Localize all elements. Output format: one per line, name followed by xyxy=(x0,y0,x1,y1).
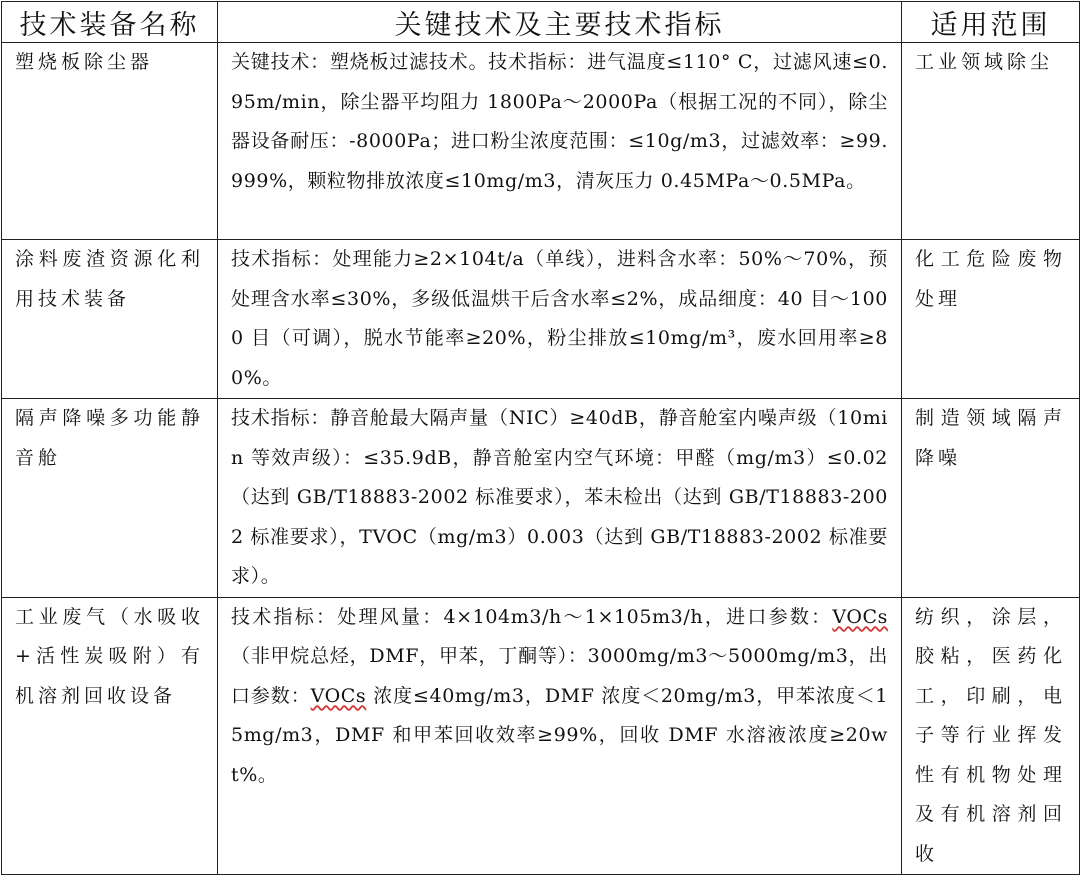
header-application-scope: 适用范围 xyxy=(902,2,1080,43)
cell-equipment-name: 工业废气（水吸收+活性炭吸附）有机溶剂回收设备 xyxy=(2,597,218,875)
table-row xyxy=(2,597,1080,875)
spellcheck-underlined-term: VOCs xyxy=(832,605,888,628)
cell-application-scope: 制造领域隔声降噪 xyxy=(902,399,1080,598)
header-key-technology: 关键技术及主要技术指标 xyxy=(218,2,902,43)
text-segment: 浓度≤40mg/m3，DMF 浓度＜20mg/m3，甲苯浓度＜15mg/m3，DMF 和甲苯回收效率≥99%，回收 DMF 水溶液浓度≥20wt%。 xyxy=(231,684,889,786)
header-equipment-name: 技术装备名称 xyxy=(2,2,218,43)
cell-equipment-name: 隔声降噪多功能静音舱 xyxy=(2,399,218,598)
cell-key-technology: 技术指标：静音舱最大隔声量（NIC）≥40dB，静音舱室内噪声级（10min 等效声级）：≤35.9dB，静音舱室内空气环境：甲醛（mg/m3）≤0.02（达到 GB/T18883-2002 标准要求），苯未检出（达到 GB/T18883-2002 标准要求），TVOC（mg/m3）0.003（达到 GB/T18883-2002 标准要求）。 xyxy=(218,399,902,598)
cell-key-technology xyxy=(218,597,902,875)
cell-application-scope: 化工危险废物处理 xyxy=(902,240,1080,399)
cell-equipment-name: 塑烧板除尘器 xyxy=(2,43,218,240)
table-row xyxy=(2,399,1080,598)
cell-application-scope: 工业领域除尘 xyxy=(902,43,1080,240)
table-row xyxy=(2,240,1080,399)
cell-equipment-name: 涂料废渣资源化利用技术装备 xyxy=(2,240,218,399)
table-row xyxy=(2,43,1080,240)
text-segment: （非甲烷总烃，DMF，甲苯，丁酮等）：3000mg/m3～5000mg/m3，出口参数： xyxy=(231,645,888,707)
spellcheck-underlined-term: VOCs xyxy=(310,684,367,707)
table-header-row xyxy=(2,2,1080,43)
cell-application-scope: 纺织，涂层，胶粘，医药化工，印刷，电子等行业挥发性有机物处理及有机溶剂回收 xyxy=(902,597,1080,875)
text-segment: 技术指标：处理风量：4×104m3/h～1×105m3/h，进口参数： xyxy=(231,605,833,628)
equipment-spec-table xyxy=(1,1,1080,875)
cell-key-technology: 技术指标：处理能力≥2×104t/a（单线），进料含水率：50%～70%，预处理含水率≤30%，多级低温烘干后含水率≤2%，成品细度：40 目～1000 目（可调），脱水节能率≥20%，粉尘排放≤10mg/m³，废水回用率≥80%。 xyxy=(218,240,902,399)
cell-key-technology: 关键技术：塑烧板过滤技术。技术指标：进气温度≤110° C，过滤风速≤0.95m/min，除尘器平均阻力 1800Pa～2000Pa（根据工况的不同），除尘器设备耐压：-8000Pa；进口粉尘浓度范围：≤10g/m3，过滤效率：≥99.999%，颗粒物排放浓度≤10mg/m3，清灰压力 0.45MPa～0.5MPa。 xyxy=(218,43,902,240)
